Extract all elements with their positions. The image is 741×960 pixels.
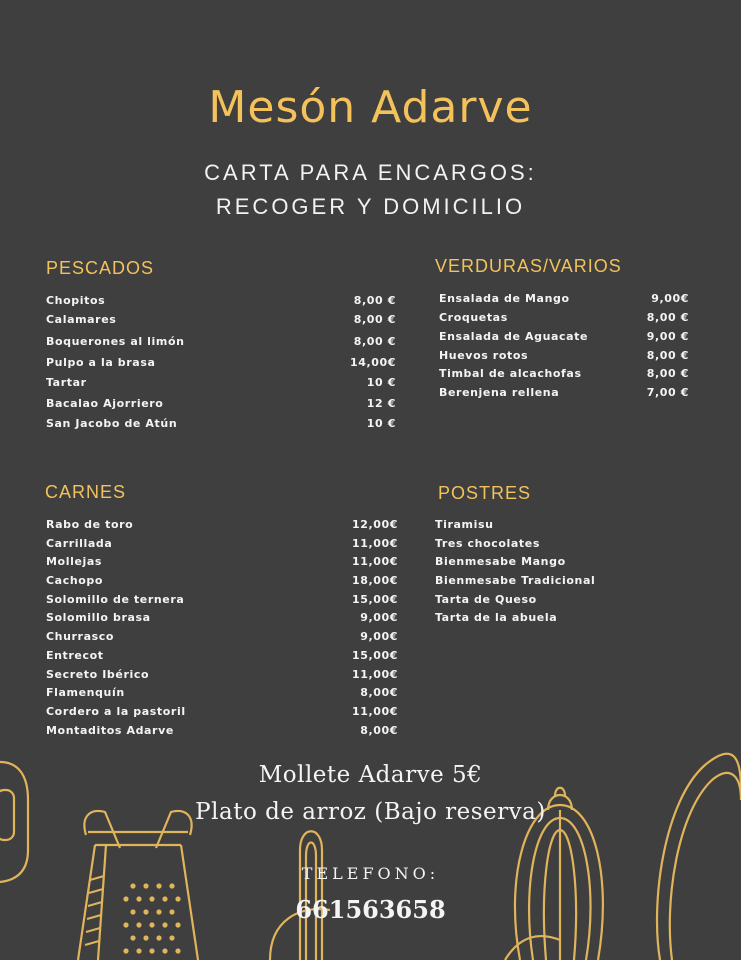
item-name: Tres chocolates [435, 536, 541, 550]
item-price: 8,00€ [360, 686, 398, 700]
item-price: 8,00 € [646, 311, 689, 324]
item-name: Solomillo de ternera [46, 592, 185, 606]
menu-item [439, 349, 689, 367]
item-price: 11,00€ [351, 536, 398, 550]
menu-item [46, 630, 398, 649]
menu-list-carnes [46, 518, 398, 742]
subtitle-line-2: RECOGER Y DOMICILIO [215, 194, 526, 219]
item-name: Bienmesabe Tradicional [435, 574, 596, 588]
section-title-postres: POSTRES [438, 483, 532, 503]
menu-item [435, 555, 685, 574]
menu-item [439, 330, 689, 349]
menu-item [435, 593, 685, 612]
menu-item [46, 574, 398, 593]
mollete-offer: Mollete Adarve 5€ [258, 762, 483, 788]
rice-dish-offer: Plato de arroz (Bajo reserva) [195, 799, 546, 825]
menu-item [46, 313, 396, 335]
item-name: Mollejas [46, 555, 103, 569]
menu-item [46, 724, 398, 743]
menu-list-verduras [439, 292, 689, 405]
phone-number: 661563658 [295, 895, 446, 924]
menu-item [435, 537, 685, 556]
item-name: Boquerones al limón [46, 335, 185, 348]
section-title-carnes: CARNES [45, 482, 127, 502]
item-name: Huevos rotos [439, 349, 529, 362]
menu-item [435, 574, 685, 593]
menu-item [46, 555, 398, 574]
menu-item [439, 386, 689, 405]
item-price: 15,00€ [351, 648, 398, 662]
item-price: 9,00€ [651, 292, 689, 305]
item-name: Tarta de la abuela [435, 611, 558, 625]
menu-item [439, 311, 689, 330]
menu-item [46, 649, 398, 668]
item-name: Cachopo [46, 574, 104, 588]
item-price: 11,00€ [351, 704, 398, 718]
item-price: 10 € [366, 417, 396, 430]
menu-list-postres [435, 518, 685, 630]
item-name: Pulpo a la brasa [46, 356, 156, 369]
item-price: 8,00 € [353, 335, 396, 348]
item-price: 15,00€ [351, 592, 398, 606]
item-name: Croquetas [439, 311, 508, 324]
item-name: Churrasco [46, 630, 115, 644]
item-price: 12 € [366, 397, 396, 410]
menu-item [46, 397, 396, 417]
item-name: Secreto Ibérico [46, 667, 150, 681]
menu-item [46, 537, 398, 556]
item-price: 14,00€ [349, 356, 396, 369]
menu-item [435, 611, 685, 630]
item-price: 8,00€ [360, 723, 398, 737]
item-price: 8,00 € [353, 313, 396, 326]
item-price: 11,00€ [351, 667, 398, 681]
menu-list-pescados [46, 294, 396, 437]
item-name: Solomillo brasa [46, 611, 151, 625]
item-name: Tiramisu [435, 518, 494, 531]
menu-item [46, 335, 396, 356]
menu-item [46, 417, 396, 437]
menu-item [46, 294, 396, 313]
item-name: Rabo de toro [46, 518, 134, 531]
menu-item [46, 611, 398, 630]
menu-item [46, 518, 398, 537]
item-price: 9,00 € [646, 330, 689, 343]
item-name: Bienmesabe Mango [435, 555, 566, 569]
menu-item [435, 518, 685, 537]
item-name: Calamares [46, 313, 117, 326]
item-name: Entrecot [46, 648, 104, 662]
section-title-verduras: VERDURAS/VARIOS [435, 256, 622, 276]
item-price: 18,00€ [351, 574, 398, 588]
phone-label: TELEFONO: [301, 864, 440, 883]
item-name: Ensalada de Mango [439, 292, 570, 305]
item-price: 9,00€ [360, 630, 398, 644]
menu-item [46, 376, 396, 397]
menu-item [439, 292, 689, 311]
menu-item [46, 356, 396, 376]
item-name: San Jacobo de Atún [46, 417, 178, 430]
menu-item [46, 686, 398, 705]
item-price: 11,00€ [351, 555, 398, 569]
item-name: Carrillada [46, 536, 113, 550]
restaurant-title: Mesón Adarve [208, 82, 533, 133]
item-price: 7,00 € [646, 386, 689, 399]
item-price: 12,00€ [351, 518, 398, 531]
item-price: 8,00 € [353, 294, 396, 307]
item-name: Cordero a la pastoril [46, 704, 186, 718]
item-name: Bacalao Ajorriero [46, 397, 164, 410]
menu-item [439, 367, 689, 386]
item-name: Ensalada de Aguacate [439, 330, 589, 343]
item-price: 10 € [366, 376, 396, 389]
menu-item [46, 668, 398, 687]
menu-item [46, 593, 398, 612]
item-name: Chopitos [46, 294, 106, 307]
item-name: Berenjena rellena [439, 386, 560, 399]
item-price: 8,00 € [646, 349, 689, 362]
item-name: Timbal de alcachofas [439, 367, 582, 380]
item-price: 9,00€ [360, 611, 398, 625]
menu-item [46, 705, 398, 724]
item-name: Tartar [46, 376, 87, 389]
item-name: Montaditos Adarve [46, 723, 174, 737]
item-name: Flamenquín [46, 686, 125, 700]
subtitle-line-1: CARTA PARA ENCARGOS: [204, 160, 537, 185]
item-name: Tarta de Queso [435, 592, 537, 606]
item-price: 8,00 € [646, 367, 689, 380]
section-title-pescados: PESCADOS [46, 258, 155, 278]
